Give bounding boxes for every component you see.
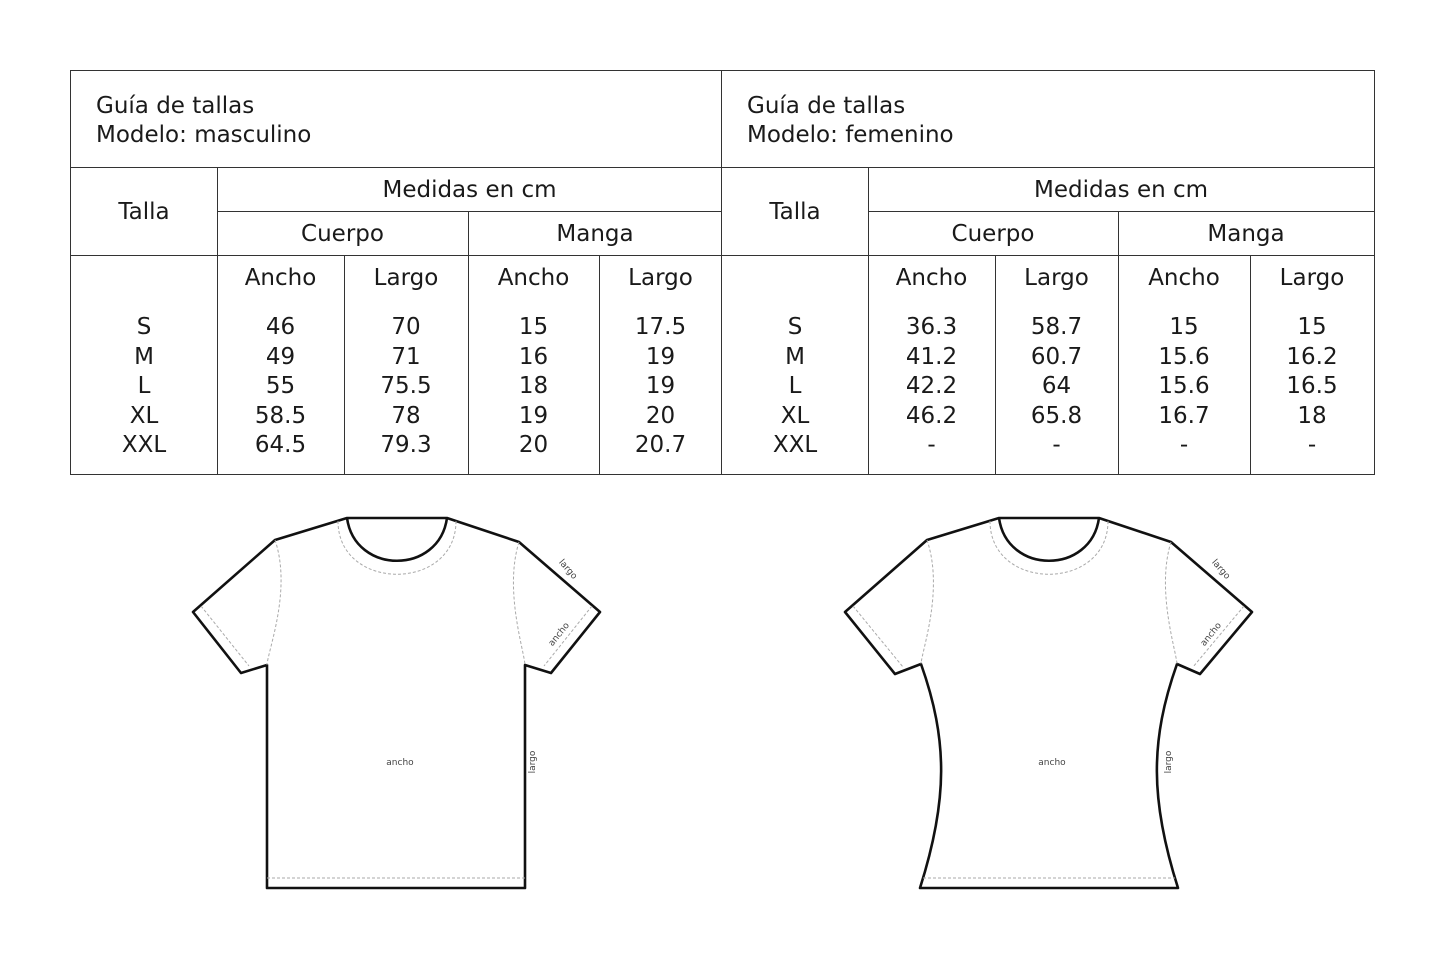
size-column bbox=[71, 313, 217, 461]
sleeve-length-label: largo bbox=[1209, 557, 1232, 582]
ancho-header: Ancho bbox=[895, 265, 968, 291]
cuerpo-ancho-column bbox=[868, 313, 995, 461]
measurement-value: 64 bbox=[1041, 373, 1072, 399]
cuerpo-header: Cuerpo bbox=[951, 221, 1035, 247]
measurement-value: 36.3 bbox=[905, 314, 958, 340]
sleeve-width-label: ancho bbox=[1198, 620, 1224, 649]
measurement-value: 60.7 bbox=[1030, 343, 1083, 370]
measurement-value: 16 bbox=[518, 343, 549, 370]
measurement-value: 15.6 bbox=[1158, 343, 1210, 370]
measurement-value: 70 bbox=[391, 314, 421, 340]
body-length-label: largo bbox=[1164, 750, 1174, 774]
tshirt-masculino-icon bbox=[185, 505, 605, 900]
talla-header: Talla bbox=[118, 199, 170, 225]
ancho-header: Ancho bbox=[497, 265, 570, 291]
sleeve-length-label: largo bbox=[556, 557, 579, 582]
tshirt-outline bbox=[193, 518, 600, 888]
size-guide-masculino bbox=[70, 70, 722, 475]
size-column bbox=[722, 313, 868, 461]
measurement-value: 20.7 bbox=[634, 432, 687, 458]
medidas-header: Medidas en cm bbox=[382, 177, 557, 203]
guide-model: Modelo: masculino bbox=[96, 122, 312, 148]
measurement-value: 19 bbox=[645, 343, 676, 370]
divider bbox=[71, 255, 722, 256]
body-width-label: ancho bbox=[386, 758, 414, 768]
measurement-value: 16.5 bbox=[1286, 373, 1338, 399]
measurement-value: 71 bbox=[391, 343, 421, 370]
largo-header: Largo bbox=[1279, 265, 1345, 291]
size-label: XL bbox=[780, 402, 810, 429]
largo-header: Largo bbox=[628, 265, 693, 291]
measurement-value: - bbox=[1179, 432, 1189, 458]
measurement-value: 16.2 bbox=[1286, 343, 1338, 370]
divider bbox=[71, 167, 722, 168]
divider bbox=[722, 255, 1374, 256]
body-length-label: largo bbox=[528, 750, 538, 774]
measurement-value: 41.2 bbox=[905, 343, 958, 370]
tshirt-diagram-femenino bbox=[838, 505, 1258, 900]
manga-ancho-column bbox=[1118, 313, 1250, 461]
measurement-value: 19 bbox=[645, 373, 676, 399]
cuerpo-largo-column bbox=[995, 313, 1118, 461]
size-label: L bbox=[137, 373, 151, 399]
measurement-value: 55 bbox=[265, 373, 296, 399]
manga-ancho-column bbox=[468, 313, 599, 461]
manga-largo-column bbox=[1250, 313, 1374, 461]
measurement-value: 64.5 bbox=[254, 432, 307, 458]
divider bbox=[868, 211, 1374, 212]
ancho-header: Ancho bbox=[1148, 265, 1220, 291]
measurement-value: - bbox=[927, 432, 936, 458]
measurement-value: 15 bbox=[1169, 314, 1199, 340]
measurement-value: 17.5 bbox=[634, 314, 687, 340]
measurement-value: 46.2 bbox=[905, 402, 958, 429]
measurement-value: - bbox=[1052, 432, 1061, 458]
measurement-value: 15 bbox=[1297, 314, 1327, 340]
size-label: L bbox=[788, 373, 802, 399]
measurement-value: 75.5 bbox=[380, 373, 432, 399]
measurement-value: 15 bbox=[518, 314, 549, 340]
guide-model: Modelo: femenino bbox=[747, 122, 954, 148]
measurement-value: 18 bbox=[518, 373, 549, 399]
divider bbox=[217, 211, 722, 212]
tshirt-femenino-icon bbox=[838, 505, 1258, 900]
medidas-header: Medidas en cm bbox=[1033, 177, 1209, 203]
largo-header: Largo bbox=[1024, 265, 1089, 291]
measurement-value: 49 bbox=[265, 343, 296, 370]
size-label: M bbox=[134, 343, 154, 370]
manga-header: Manga bbox=[1207, 221, 1285, 247]
talla-header: Talla bbox=[769, 199, 821, 225]
size-label: XXL bbox=[121, 432, 167, 458]
measurement-value: 15.6 bbox=[1158, 373, 1210, 399]
cuerpo-largo-column bbox=[344, 313, 468, 461]
measurement-value: 65.8 bbox=[1030, 402, 1083, 429]
measurement-value: 58.7 bbox=[1030, 314, 1083, 340]
measurement-value: 19 bbox=[518, 402, 549, 429]
measurement-value: 18 bbox=[1297, 402, 1327, 429]
measurement-value: 78 bbox=[391, 402, 421, 429]
ancho-header: Ancho bbox=[244, 265, 317, 291]
sleeve-width-label: ancho bbox=[546, 620, 572, 649]
manga-largo-column bbox=[599, 313, 722, 461]
measurement-value: 46 bbox=[265, 314, 296, 340]
guide-title: Guía de tallas bbox=[96, 93, 255, 119]
cuerpo-header: Cuerpo bbox=[301, 221, 384, 247]
manga-header: Manga bbox=[556, 221, 634, 247]
measurement-value: 20 bbox=[518, 432, 549, 458]
size-label: S bbox=[787, 314, 803, 340]
body-width-label: ancho bbox=[1038, 758, 1066, 768]
size-guide-femenino bbox=[722, 70, 1375, 475]
measurement-value: 42.2 bbox=[905, 373, 958, 399]
size-label: XXL bbox=[772, 432, 818, 458]
cuerpo-ancho-column bbox=[217, 313, 344, 461]
measurement-value: 58.5 bbox=[254, 402, 307, 429]
size-label: M bbox=[785, 343, 805, 370]
largo-header: Largo bbox=[373, 265, 439, 291]
size-label: XL bbox=[129, 402, 159, 429]
measurement-value: - bbox=[1307, 432, 1317, 458]
guide-title: Guía de tallas bbox=[747, 93, 906, 119]
tshirt-diagram-masculino bbox=[185, 505, 605, 900]
measurement-value: 20 bbox=[645, 402, 676, 429]
size-label: S bbox=[136, 314, 152, 340]
divider bbox=[722, 167, 1374, 168]
measurement-value: 79.3 bbox=[380, 432, 432, 458]
tshirt-outline bbox=[845, 518, 1252, 888]
measurement-value: 16.7 bbox=[1158, 402, 1210, 429]
